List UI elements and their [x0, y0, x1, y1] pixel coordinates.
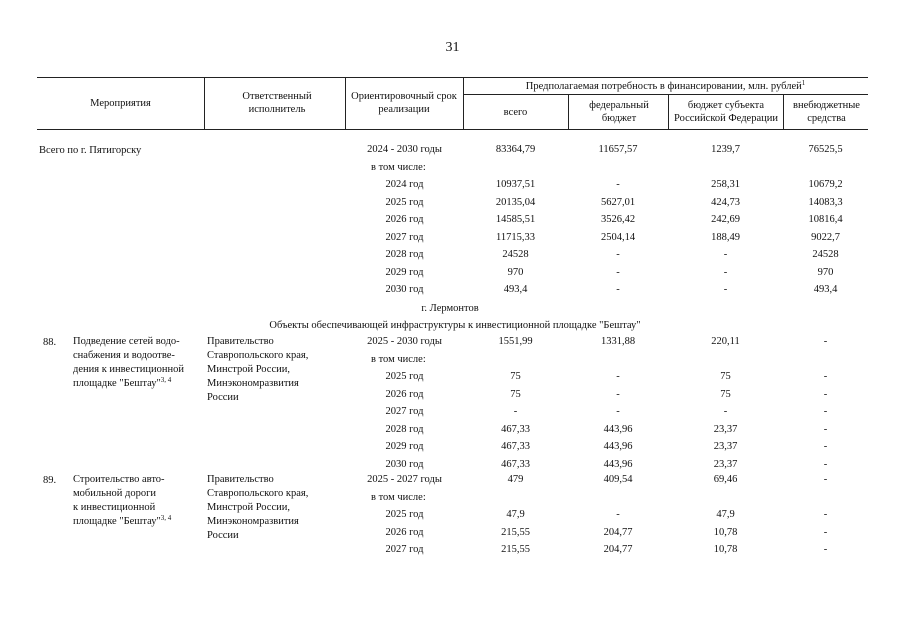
summary-federal-cell: 1331,88 [600, 336, 636, 347]
item-89-number: 89. [43, 475, 57, 486]
year-total-cell: 10937,51 [495, 179, 536, 190]
year-regional-cell: 47,9 [716, 509, 735, 520]
item-89-name-text: площадке "Бештау" [73, 516, 161, 527]
item-88-responsible-line: Ставропольского края, [207, 350, 309, 361]
summary-federal-cell: 11657,57 [598, 144, 638, 155]
summary-period-cell: 2024 - 2030 годы [367, 144, 442, 155]
summary-extra-cell: - [823, 474, 828, 485]
in-that-number-label: в том числе: [371, 161, 426, 173]
year-total-cell: 467,33 [501, 441, 530, 452]
year-extra-cell: 10679,2 [808, 179, 843, 190]
header-divider [345, 77, 346, 129]
year-federal-cell: - [616, 388, 620, 400]
item-89-responsible-line: Минстрой России, [207, 502, 290, 513]
item-89-responsible-line: Ставропольского края, [207, 488, 309, 499]
header-activity: Мероприятия [90, 98, 151, 109]
item-89-name-line: мобильной дороги [73, 488, 157, 499]
header-divider [204, 77, 205, 129]
year-total-cell: - [513, 406, 518, 417]
item-89-responsible [207, 473, 342, 543]
header-divider [783, 94, 784, 129]
section-caption: Объекты обеспечивающей инфраструктуры к инвестиционной площадке "Бештау" [269, 320, 641, 331]
year-regional-cell: 23,37 [713, 423, 738, 435]
year-period-cell: 2027 год [385, 544, 424, 555]
funding-group-rule [463, 94, 868, 95]
year-regional-cell: 10,78 [713, 544, 738, 555]
item-88-responsible-line: России [207, 392, 239, 403]
item-88-footnote: 3, 4 [160, 376, 172, 384]
item-89-responsible-line: Минэкономразвития [207, 516, 299, 527]
item-88-name-line: снабжения и водоотве- [73, 350, 175, 361]
year-federal-cell: - [616, 266, 620, 278]
summary-total-cell: 83364,79 [495, 144, 536, 155]
year-total-cell: 11715,33 [496, 231, 535, 243]
item-89-name-line [73, 515, 201, 529]
year-extra-cell: - [823, 371, 828, 382]
year-total-cell: 20135,04 [495, 196, 536, 208]
year-total-cell: 75 [510, 371, 521, 382]
year-extra-cell: - [823, 388, 828, 400]
year-regional-cell: 23,37 [713, 458, 738, 470]
year-extra-cell: 24528 [812, 249, 839, 260]
year-extra-cell: 10816,4 [808, 214, 843, 225]
item-88-name [73, 335, 201, 391]
year-federal-cell: 2504,14 [600, 231, 636, 243]
year-total-cell: 75 [510, 388, 521, 400]
header-funding-footnote: 1 [801, 79, 806, 87]
year-period-cell: 2027 год [385, 406, 424, 417]
year-extra-cell: - [823, 458, 828, 470]
summary-regional-cell: 69,46 [713, 474, 738, 485]
item-88-responsible-line: Минстрой России, [207, 364, 290, 375]
header-responsible: Ответственный исполнитель [242, 91, 312, 115]
year-total-cell: 215,55 [501, 526, 530, 538]
summary-total-cell: 479 [507, 474, 524, 485]
year-extra-cell: - [823, 509, 828, 520]
in-that-number-label: в том числе: [371, 491, 426, 503]
year-regional-cell: - [723, 249, 728, 260]
year-period-cell: 2030 год [385, 284, 424, 295]
header-period: Ориентировочный срок реализации [351, 91, 457, 115]
item-88-name-text: площадке "Бештау" [73, 378, 161, 389]
summary-extra-cell: 76525,5 [808, 144, 843, 155]
year-federal-cell: 204,77 [603, 526, 633, 538]
year-extra-cell: 9022,7 [811, 231, 840, 243]
year-regional-cell: 258,31 [711, 179, 740, 190]
year-total-cell: 14585,51 [495, 214, 536, 225]
header-extra: внебюджетные средства [793, 100, 860, 124]
summary-extra-cell: - [823, 336, 828, 347]
item-88-responsible [207, 335, 342, 405]
year-federal-cell: - [616, 509, 620, 520]
year-regional-cell: 10,78 [713, 526, 738, 538]
year-period-cell: 2026 год [385, 388, 424, 400]
year-period-cell: 2029 год [385, 441, 424, 452]
year-extra-cell: - [823, 441, 828, 452]
year-period-cell: 2030 год [385, 458, 424, 470]
item-89-name-line: к инвестиционной [73, 502, 156, 513]
year-federal-cell: 204,77 [603, 544, 633, 555]
header-total: всего [503, 107, 528, 118]
item-88-name-line [73, 377, 201, 391]
year-regional-cell: - [723, 266, 728, 278]
year-regional-cell: - [723, 284, 728, 295]
header-funding-group [463, 80, 868, 93]
summary-total-cell: 1551,99 [498, 336, 533, 347]
header-funding-group-text: Предполагаемая потребность в финансировании, млн. рублей [525, 81, 802, 92]
year-period-cell: 2025 год [385, 371, 424, 382]
item-88-name-line: Подведение сетей водо- [73, 336, 180, 347]
summary-period-cell: 2025 - 2030 годы [367, 336, 442, 347]
year-extra-cell: 14083,3 [808, 196, 843, 208]
year-period-cell: 2028 год [385, 249, 424, 260]
summary-regional-cell: 220,11 [711, 336, 740, 347]
item-89-name-line: Строительство авто- [73, 474, 165, 485]
table-header-bottom-rule [37, 129, 868, 130]
year-federal-cell: - [616, 179, 620, 190]
year-federal-cell: - [616, 249, 620, 260]
year-total-cell: 467,33 [501, 458, 530, 470]
year-period-cell: 2025 год [385, 196, 424, 208]
year-extra-cell: - [823, 526, 828, 538]
summary-federal-cell: 409,54 [603, 474, 633, 485]
header-divider [668, 94, 669, 129]
header-federal: федеральный бюджет [589, 100, 649, 124]
year-total-cell: 215,55 [501, 544, 530, 555]
year-regional-cell: 188,49 [711, 231, 740, 243]
year-period-cell: 2026 год [385, 214, 424, 225]
item-88-responsible-line: Минэкономразвития [207, 378, 299, 389]
year-extra-cell: - [823, 423, 828, 435]
year-period-cell: 2027 год [385, 231, 424, 243]
item-88-name-line: дения к инвестиционной [73, 364, 184, 375]
year-period-cell: 2024 год [385, 179, 424, 190]
year-total-cell: 493,4 [503, 284, 528, 295]
year-extra-cell: - [823, 544, 828, 555]
year-period-cell: 2028 год [385, 423, 424, 435]
item-89-footnote: 3, 4 [160, 514, 172, 522]
year-regional-cell: 75 [720, 371, 731, 382]
year-period-cell: 2029 год [385, 266, 424, 278]
year-regional-cell: 23,37 [713, 441, 738, 452]
year-total-cell: 970 [507, 266, 524, 278]
year-federal-cell: - [616, 284, 620, 295]
summary-period-cell: 2025 - 2027 годы [367, 474, 442, 485]
item-88-number: 88. [43, 337, 57, 348]
year-federal-cell: 443,96 [603, 441, 633, 452]
year-period-cell: 2026 год [385, 526, 424, 538]
pyatigorsk-total-label: Всего по г. Пятигорску [39, 145, 142, 156]
city-caption: г. Лермонтов [421, 303, 479, 314]
item-89-responsible-line: России [207, 530, 239, 541]
in-that-number-label: в том числе: [371, 353, 426, 365]
year-regional-cell: 424,73 [711, 196, 740, 208]
year-federal-cell: 5627,01 [600, 196, 636, 208]
page-number: 31 [445, 40, 460, 55]
item-89-name [73, 473, 201, 529]
table-top-rule [37, 77, 868, 78]
year-federal-cell: 443,96 [603, 423, 633, 435]
year-extra-cell: 493,4 [813, 284, 838, 295]
year-total-cell: 467,33 [501, 423, 530, 435]
year-regional-cell: 242,69 [711, 214, 740, 225]
year-extra-cell: 970 [817, 266, 834, 278]
year-regional-cell: 75 [720, 388, 731, 400]
summary-regional-cell: 1239,7 [711, 144, 740, 155]
year-extra-cell: - [823, 406, 828, 417]
header-divider [568, 94, 569, 129]
header-regional: бюджет субъекта Российской Федерации [674, 100, 778, 124]
year-federal-cell: 443,96 [603, 458, 633, 470]
year-period-cell: 2025 год [385, 509, 424, 520]
item-89-responsible-line: Правительство [207, 474, 274, 485]
year-total-cell: 47,9 [506, 509, 525, 520]
item-88-responsible-line: Правительство [207, 336, 274, 347]
year-federal-cell: 3526,42 [600, 214, 636, 225]
year-regional-cell: - [723, 406, 728, 417]
year-federal-cell: - [616, 371, 620, 382]
year-federal-cell: - [616, 406, 620, 417]
year-total-cell: 24528 [502, 249, 529, 260]
